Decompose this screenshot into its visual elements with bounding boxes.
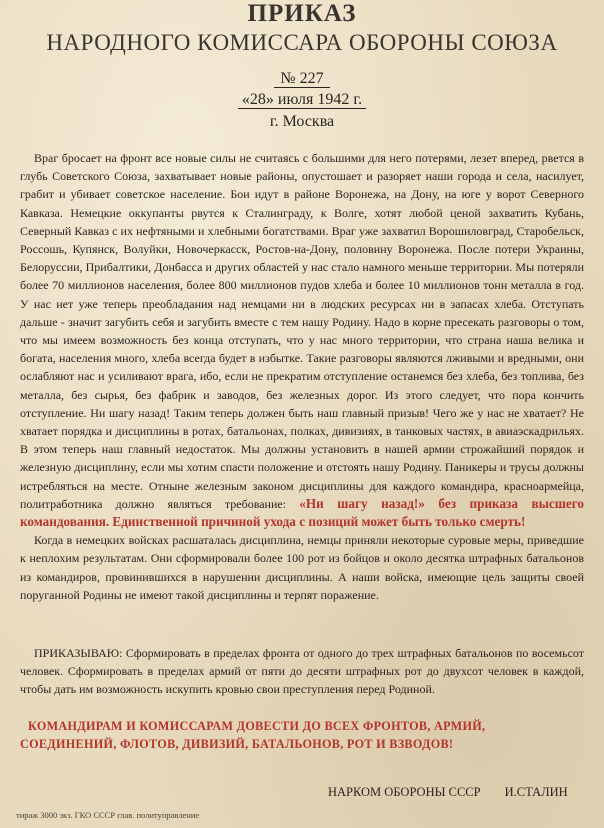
order-number	[0, 70, 604, 88]
command-directive: КОМАНДИРАМ И КОМИССАРАМ ДОВЕСТИ ДО ВСЕХ ФРОНТОВ, АРМИЙ, СОЕДИНЕНИЙ, ФЛОТОВ, ДИВИЗИЙ, БАТАЛЬОНОВ, РОТ И ВЗВОДОВ!	[20, 719, 486, 751]
order-date	[0, 91, 604, 109]
order-body	[20, 149, 584, 604]
doc-subtitle: НАРОДНОГО КОМИССАРА ОБОРОНЫ СОЮЗА	[46, 30, 558, 55]
doc-title: ПРИКАЗ	[247, 0, 357, 27]
paragraph-1-text: Враг бросает на фронт все новые силы не считаясь с большими для него потерями, лезет вперед, рвется в глубь Советского Союза, захватывает новые районы, опустошает и разоряет наши города и села, насилует, грабит и убивает советское население. Бои идут в районе Воронежа, на Дону, на юге у ворот Северного Кавказа. Немецкие оккупанты рвутся к Сталинграду, к Волге, хотят любой ценой захватить Кубань, Северный Кавказ с их нефтяными и хлебными богатствами. Враг уже захватил Ворошиловград, Старобельск, Россошь, Купянск, Волуйки, Новочеркасск, Ростов-на-Дону, половину Воронежа. После потери Украины, Белоруссии, Прибалтики, Донбасса и других областей у нас стало намного меньше территории. Мы потеряли более 70 миллионов населения, более 800 миллионов пудов хлеба и более 10 миллионов тонн металла в год. У нас нет уже теперь преобладания над немцами ни в людских ресурсах ни в запасах хлеба. Отступать дальше - значит загубить себя и загубить вместе с тем нашу Родину. Надо в корне пресекать разговоры о том, что мы имеем возможность без конца отступать, что у нас много территории, что страна наша велика и богата, населения много, хлеба всегда будет в избытке. Такие разговоры являются лживыми и вредными, они ослабляют нас и усиливают врага, ибо, если не прекратим отступление останемся без хлеба, без топлива, без металла, без сырья, без фабрик и заводов, без железных дорог. Из этого следует, что пора кончить отступление. Ни шагу назад! Таким теперь должен быть наш главный призыв! Чего же у нас не хватает? Не хватает порядка и дисциплины в ротах, батальонах, полках, дивизиях, в танковых частях, в авиаэскадрильях. В этом теперь наш главный недостаток. Мы должны установить в нашей армии строжайший порядок и железную дисциплину, если мы хотим спасти положение и отстоять нашу Родину. Паникеры и трусы должны истребляться на месте. Отныне железным законом дисциплины для каждого командира, красноармейца, политработника должно являться требование:	[20, 151, 584, 511]
highlighted-demand: «Ни шагу назад!» без приказа высшего командования. Единственной причиной ухода с позиций может быть только смерть!	[20, 495, 584, 530]
orders-paragraph	[20, 644, 584, 699]
signature-block	[328, 785, 588, 800]
paragraph-2: Когда в немецких войсках расшаталась дисциплина, немцы приняли некоторые суровые меры, приведшие к неплохим результатам. Они сформировали более 100 рот из бойцов и около десятка штрафных батальонов из командиров, провинившихся в нарушении дисциплины. А наши войска, имеющие цель защиты своей поруганной Родины не имеют такой дисциплины и терпят поражение.	[20, 533, 584, 602]
paragraph-1	[20, 149, 584, 531]
signature-position: НАРКОМ ОБОРОНЫ СССР	[328, 785, 481, 799]
orders-text: ПРИКАЗЫВАЮ: Сформировать в пределах фронта от одного до трех штрафных батальонов по восемьсот человек. Сформировать в пределах армий от пяти до десяти штрафных рот до двухсот человек в каждой, чтобы дать им возможность искупить кровью свои преступления перед Родиной.	[20, 646, 584, 697]
order-number-text: № 227	[274, 70, 329, 88]
signature-name: И.СТАЛИН	[504, 785, 568, 799]
order-date-text: «28» июля 1942 г.	[238, 91, 366, 109]
order-city: г. Москва	[269, 113, 335, 130]
print-run-footer: тираж 3000 экз. ГКО СССР глав. политуправление	[16, 810, 200, 820]
